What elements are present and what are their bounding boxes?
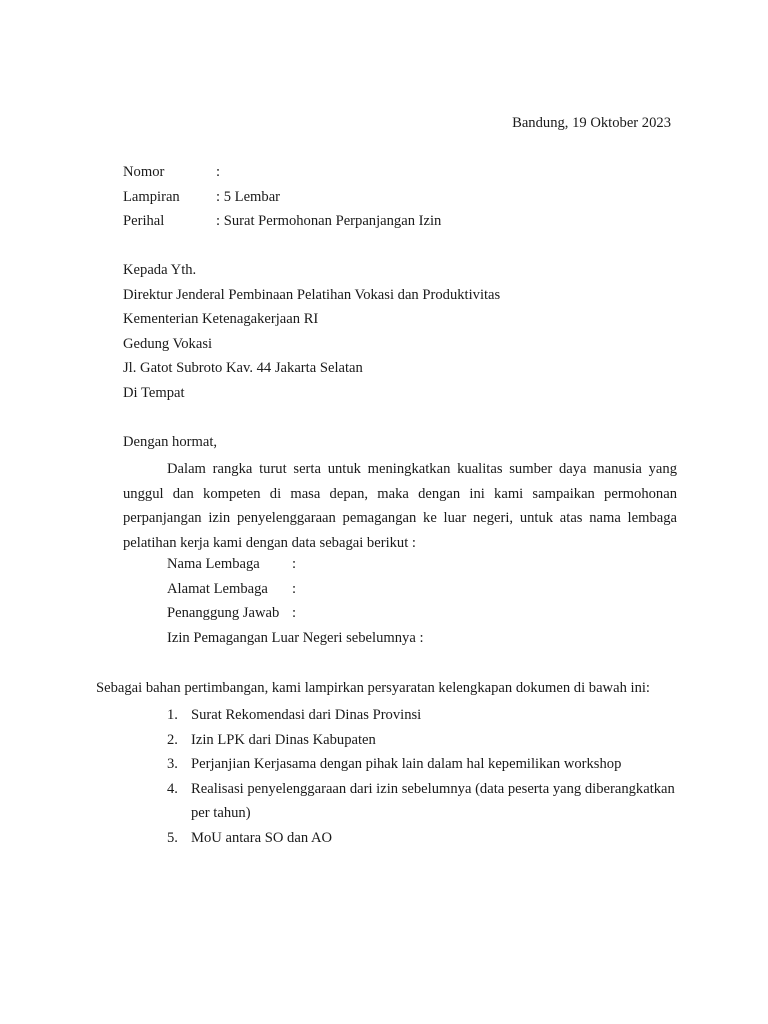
field-label: Nama Lembaga [167,556,260,572]
attachments-list [167,703,677,850]
list-number: 2. [167,731,178,748]
recipient-line: Jl. Gatot Subroto Kav. 44 Jakarta Selatan [123,360,363,376]
list-item [167,728,677,753]
list-item-text: MoU antara SO dan AO [191,829,333,846]
meta-value: : Surat Permohonan Perpanjangan Izin [216,213,442,229]
salutation: Dengan hormat, [123,434,218,450]
list-number: 3. [167,756,178,772]
meta-value: : 5 Lembar [216,188,281,205]
list-number: 5. [167,829,178,846]
body-paragraph: Dalam rangka turut serta untuk meningkatkan kualitas sumber daya manusia yang unggul dan kompeten di masa depan, maka dengan ini kami sampaikan permohonan perpanjangan izin penyelenggaraan pemagangan ke luar negeri, untuk atas nama lembaga pelatihan kerja kami dengan data sebagai berikut : [123,461,677,551]
field-value: : [292,580,297,597]
field-row-name [167,555,424,580]
recipient-line: Di Tempat [123,384,185,401]
recipient-line: Direktur Jenderal Pembinaan Pelatihan Vokasi dan Produktivitas [123,286,501,303]
meta-value: : [216,164,221,180]
list-item [167,703,677,728]
attachments-intro: Sebagai bahan pertimbangan, kami lampirkan persyaratan kelengkapan dokumen di bawah ini: [96,680,650,696]
place-date: Bandung, 19 Oktober 2023 [512,115,671,131]
meta-label: Perihal [123,213,165,229]
list-item-text: Izin LPK dari Dinas Kabupaten [191,731,376,748]
meta-row-perihal [123,212,441,237]
field-row-address [167,580,424,605]
field-label: Alamat Lembaga [167,580,268,597]
letter-meta [123,163,441,237]
meta-label: Lampiran [123,188,180,205]
recipient-line: Gedung Vokasi [123,335,213,352]
field-row-responsible [167,604,424,629]
list-item-text: Realisasi penyelenggaraan dari izin sebelumnya (data peserta yang diberangkatkan per tahun) [191,780,675,821]
list-item-text: Perjanjian Kerjasama dengan pihak lain dalam hal kepemilikan workshop [191,756,622,772]
list-item [167,752,677,777]
meta-row-nomor [123,163,441,188]
institution-fields [167,555,424,653]
recipient-line: Kepada Yth. [123,262,197,278]
meta-row-lampiran [123,188,441,213]
list-number: 1. [167,707,178,723]
previous-permit-line: Izin Pemagangan Luar Negeri sebelumnya : [167,629,424,646]
field-value: : [292,605,297,621]
recipient-line: Kementerian Ketenagakerjaan RI [123,311,319,327]
recipient-block [123,261,500,408]
list-item [167,826,677,851]
meta-label: Nomor [123,164,165,180]
list-item [167,777,677,826]
field-label: Penanggung Jawab [167,605,280,621]
field-value: : [292,556,297,572]
list-item-text: Surat Rekomendasi dari Dinas Provinsi [191,707,422,723]
list-number: 4. [167,780,178,797]
